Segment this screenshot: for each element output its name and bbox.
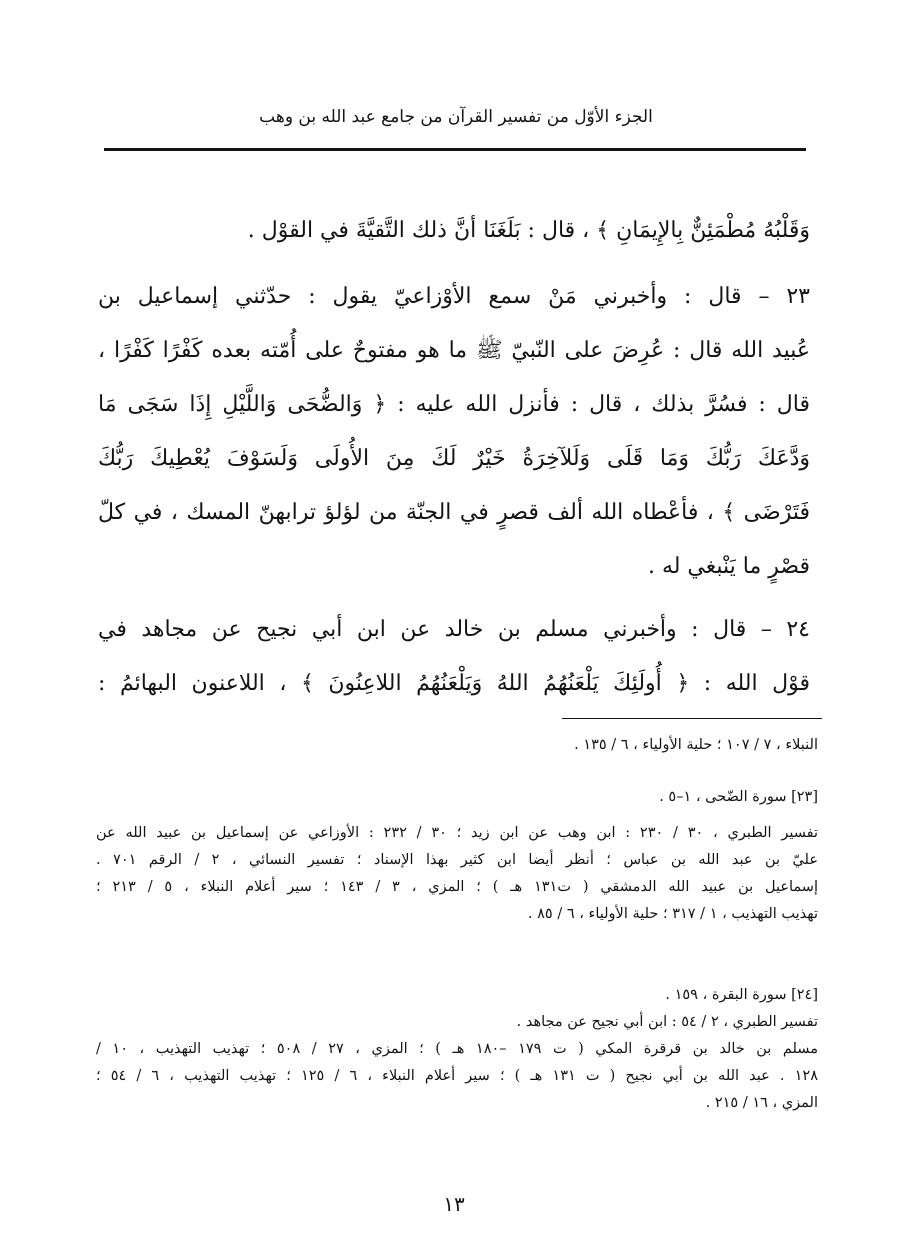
- footnote-line: [٢٣] سورة الضّحى ، ١–٥ .: [659, 789, 818, 805]
- text-line: ٢٣ – قال : وأخبرني مَنْ سمع الأوْزاعيّ يقول : حدّثني إسماعيل بن: [98, 284, 810, 309]
- text-line: وَدَّعَكَ رَبُّكَ وَمَا قَلَى وَلَلآخِرَةُ خَيْرٌ لَكَ مِنَ الأُولَى وَلَسَوْفَ يُعْطِيكَ رَبُّكَ: [98, 446, 810, 471]
- paragraph-23: [98, 270, 810, 594]
- text-line: قصْرٍ ما يَنْبغي له .: [647, 554, 810, 579]
- header-rule: [104, 148, 806, 151]
- paragraph-continuation: [98, 204, 810, 258]
- footnote-line: تفسير الطبري ، ٢ / ٥٤ : ابن أبي نجيح عن مجاهد .: [516, 1014, 818, 1030]
- footnote-line: عليّ بن عبد الله بن عباس ؛ أنظر أيضا ابن كثير بهذا الإسناد ؛ تفسير النسائي ، ٢ / الرقم ٧٠١ .: [96, 852, 818, 868]
- text-line: قال : فسُرَّ بذلك ، قال : فأنزل الله عليه : ﴿ وَالضُّحَى وَاللَّيْلِ إِذَا سَجَى مَا: [98, 392, 810, 417]
- page-number: ١٣: [443, 1192, 465, 1216]
- footnote-continuation: [96, 732, 818, 759]
- footnote-line: النبلاء ، ٧ / ١٠٧ ؛ حلية الأولياء ، ٦ / ١٣٥ .: [574, 737, 818, 753]
- footnote-line: مسلم بن خالد بن قرقرة المكي ( ت ١٧٩ –١٨٠ هـ ) ؛ المزي ، ٢٧ / ٥٠٨ ؛ تهذيب التهذيب ، ١٠ /: [96, 1041, 818, 1057]
- text-line: ٢٤ – قال : وأخبرني مسلم بن خالد عن ابن أبي نجيح عن مجاهد في: [98, 617, 810, 642]
- footnote-line: ١٢٨ . عبد الله بن أبي نجيح ( ت ١٣١ هـ ) ؛ سير أعلام النبلاء ، ٦ / ١٢٥ ؛ تهذيب التهذيب ، ٦ / ٥٤ ؛: [96, 1068, 818, 1084]
- footnote-line: تفسير الطبري ، ٣٠ / ٢٣٠ : ابن وهب عن ابن زيد ؛ ٣٠ / ٢٣٢ : الأوزاعي عن إسماعيل بن عبيد الله عن: [96, 825, 818, 841]
- footnote-separator: [562, 718, 822, 719]
- footnote-24: [96, 982, 818, 1117]
- text-line: عُبيد الله قال : عُرِضَ على النّبيّ ﷺ ما هو مفتوحٌ على أُمّته بعده كَفْرًا كَفْرًا ،: [98, 338, 810, 363]
- running-header: الجزء الأوّل من تفسير القرآن من جامع عبد الله بن وهب: [259, 107, 653, 127]
- footnote-line: المزي ، ١٦ / ٢١٥ .: [705, 1095, 818, 1111]
- footnote-line: تهذيب التهذيب ، ١ / ٣١٧ ؛ حلية الأولياء ، ٦ / ٨٥ .: [527, 906, 818, 922]
- footnote-line: [٢٤] سورة البقرة ، ١٥٩ .: [665, 987, 818, 1003]
- footnote-23-sources: [96, 820, 818, 928]
- paragraph-24: [98, 603, 810, 711]
- text-line: وَقَلْبُهُ مُطْمَئِنٌّ بِالإِيمَانِ ﴾ ، قال : بَلَغَنَا أنَّ ذلك التَّقيَّةَ في القوْل .: [247, 218, 810, 243]
- footnote-23-surah: [96, 784, 818, 811]
- footnote-line: إسماعيل بن عبيد الله الدمشقي ( ت١٣١ هـ ) ؛ المزي ، ٣ / ١٤٣ ؛ سير أعلام النبلاء ، ٥ / ٢١٣ ؛: [96, 879, 818, 895]
- text-line: فَتَرْضَى ﴾ ، فأعْطاه الله ألف قصرٍ في الجنّة من لؤلؤ ترابهنّ المسك ، في كلّ: [98, 500, 810, 525]
- text-line: قوْل الله : ﴿ أُولَئِكَ يَلْعَنُهُمُ اللهُ وَيَلْعَنُهُمُ اللاعِنُونَ ﴾ ، اللاعنون البهائمُ :: [98, 671, 810, 696]
